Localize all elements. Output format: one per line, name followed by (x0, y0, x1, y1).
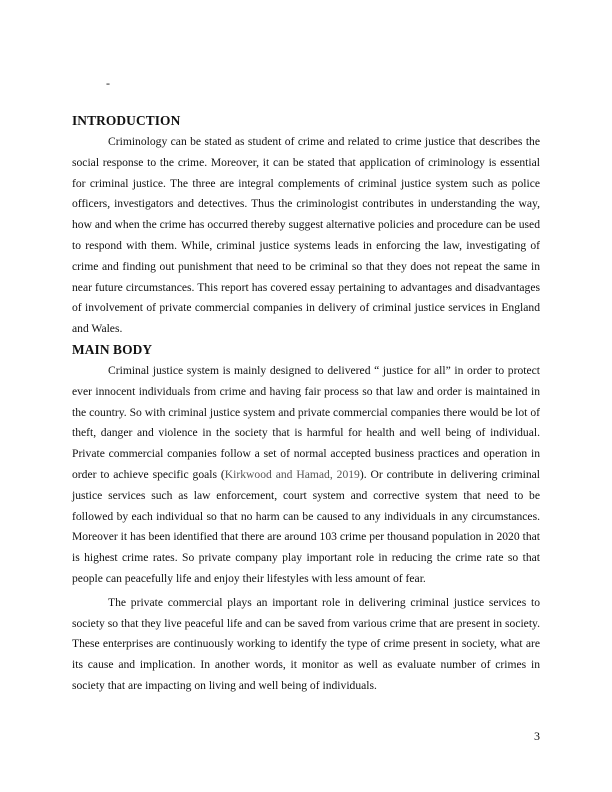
citation: Kirkwood and Hamad, 2019 (224, 467, 360, 481)
introduction-paragraph: Criminology can be stated as student of crime and related to crime justice that describes the social response to the crime. Moreover, it can be stated that application of criminology is essential for criminal justice. The three are integral complements of criminal justice system such as police officers, investigators and detectives. Thus the criminologist contributes in understanding the way, how and when the crime has occurred thereby suggest alternative policies and procedure can be used to respond with them. While, criminal justice systems leads in enforcing the law, investigating of crime and finding out punishment that need to be criminal so that they does not repeat the same in near future circumstances. This report has covered essay pertaining to advantages and disadvantages of involvement of private commercial companies in delivery of criminal justice services in England and Wales. (72, 135, 540, 336)
paragraph-text: Criminal justice system is mainly designed to delivered “ justice for all” in order to protect ever innocent individuals from crime and having fair process so that law and order is maintained in the country. So with criminal justice system and private commercial companies there would be lot of theft, danger and violence in the society that is harmful for health and well being of individual. Private commercial companies follow a set of normal accepted business practices and operation in order to achieve specific goals ( (72, 363, 540, 481)
page-number: 3 (534, 729, 540, 743)
main-body-paragraph-1 (72, 361, 540, 590)
main-body-paragraph-2: The private commercial plays an important role in delivering criminal justice services to society so that they live peaceful life and can be saved from various crime that are present in society. These enterprises are continuously working to identify the type of crime present in society, what are its cause and implication. In another words, it monitor as well as evaluate number of crimes in society that are impacting on living and well being of individuals. (72, 595, 540, 692)
main-body-heading: MAIN BODY (72, 341, 153, 357)
document-body (72, 112, 540, 697)
paragraph-text: ). Or contribute in delivering criminal justice services such as law enforcement, court system and corrective system that need to be followed by each individual so that no harm can be caused to any individuals in any circumstances. Moreover it has been identified that there are around 103 crime per thousand population in 2020 that is highest crime rates. So private company play important role in reducing the crime rate so that people can peacefully life and enjoy their lifestyles with less amount of fear. (72, 467, 541, 585)
introduction-heading: INTRODUCTION (72, 113, 181, 128)
top-mark: - (106, 76, 110, 90)
